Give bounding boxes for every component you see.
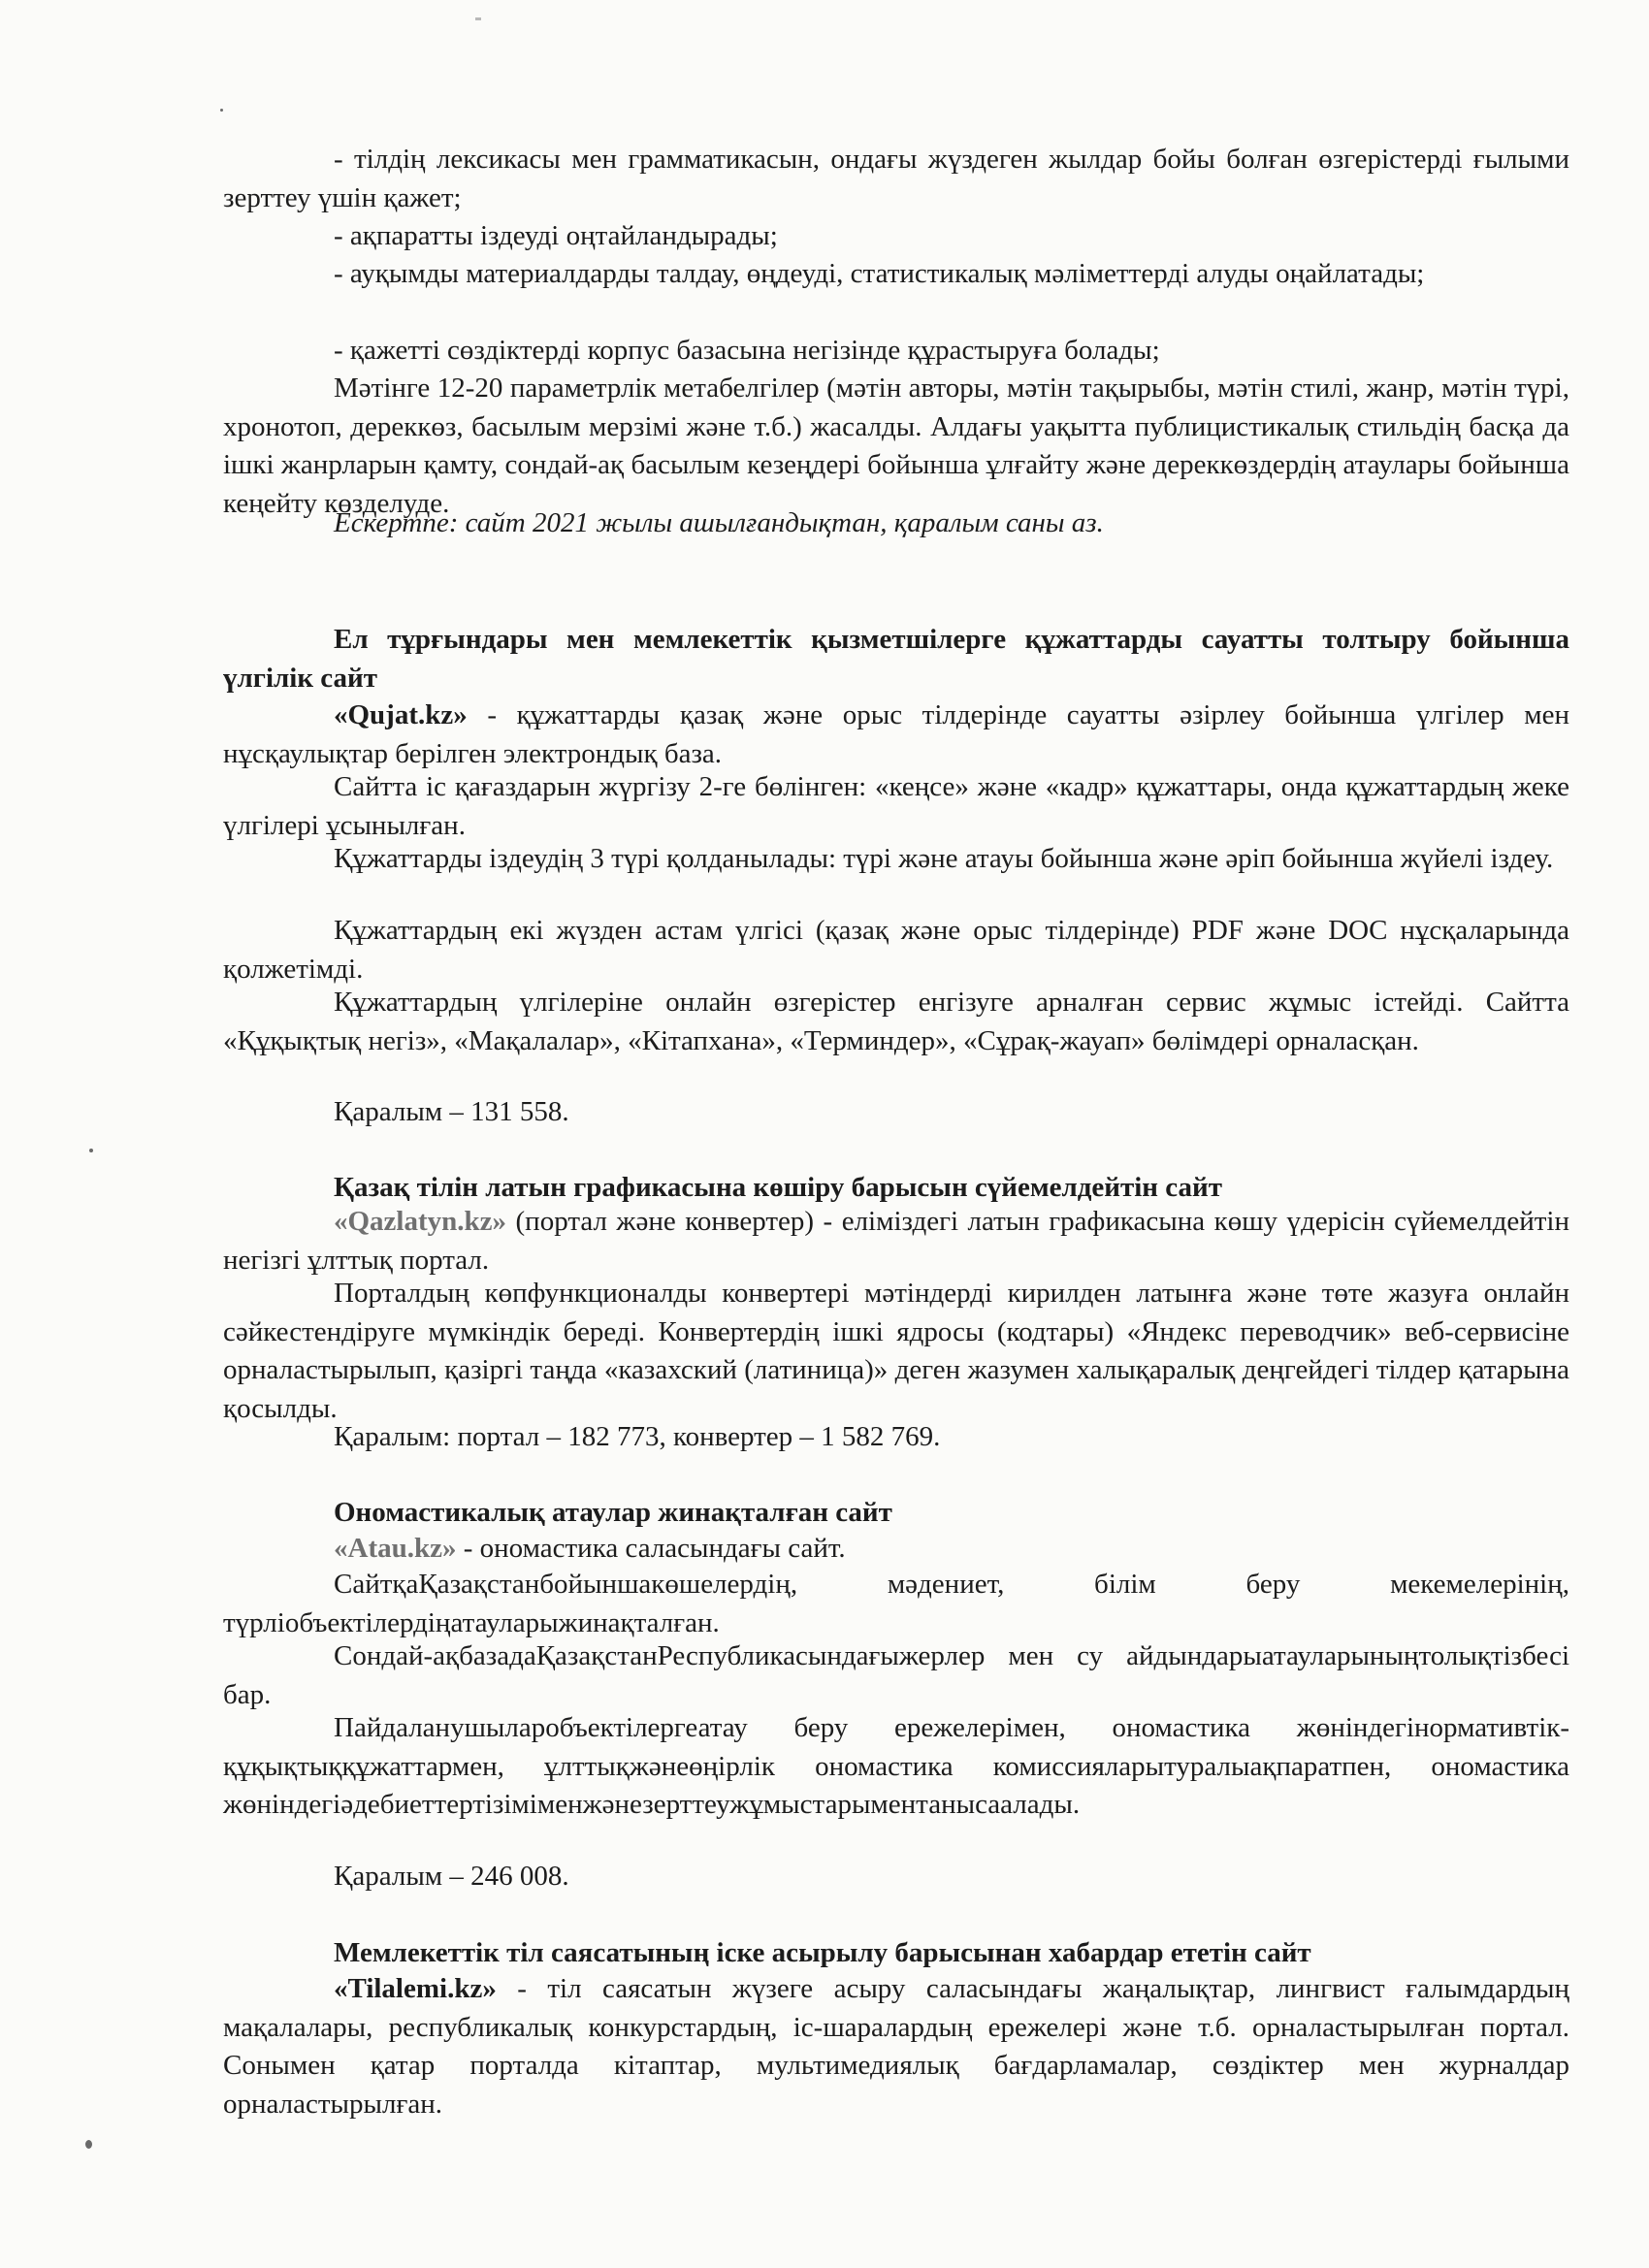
scan-mark — [475, 17, 481, 20]
paragraph: Құжаттардың екі жүзден астам үлгісі (қазақ және орыс тілдерінде) PDF және DOC нұсқаларында қолжетімді. — [223, 915, 1569, 985]
views-count: Қаралым – 246 008. — [334, 1861, 569, 1892]
list-item: - тілдің лексикасы мен грамматикасын, ондағы жүздеген жылдар бойы болған өзгерістерді ғылыми зерттеу үшін қажет; — [223, 144, 1569, 213]
site-description — [223, 1203, 1569, 1280]
section-title: Қазақ тілін латын графикасына көшіру барысын сүйемелдейтін сайт — [334, 1172, 1222, 1203]
site-intro: (портал және конвертер) - еліміздегі латын графикасына көшу үдерісін сүйемелдейтін негізгі ұлттық портал. — [223, 1206, 1569, 1276]
site-intro: - ономастика саласындағы сайт. — [456, 1533, 846, 1564]
site-description — [223, 1970, 1569, 2123]
site-description — [223, 1530, 1569, 1569]
list-item: - қажетті сөздіктерді корпус базасына негізінде құрастыруға болады; — [334, 335, 1160, 366]
site-intro: - құжаттарды қазақ және орыс тілдерінде сауатты әзірлеу бойынша үлгілер мен нұсқаулықтар берілген электрондық база. — [223, 699, 1569, 769]
section-title: Ел тұрғындары мен мемлекеттік қызметшілерге құжаттарды сауатты толтыру бойынша үлгілік сайт — [223, 624, 1569, 694]
paragraph: Құжаттардың үлгілеріне онлайн өзгерістер енгізуге арналған сервис жұмыс істейді. Сайтта «Құқықтық негіз», «Мақалалар», «Кітапхана», «Терминдер», «Сұрақ-жауап» бөлімдері орналасқан. — [223, 987, 1569, 1056]
note: Ескертпе: сайт 2021 жылы ашылғандықтан, қаралым саны аз. — [334, 507, 1104, 538]
site-name: «Tilalemi.kz» — [334, 1973, 497, 2004]
scan-speck — [85, 2140, 92, 2149]
paragraph: Сондай-ақбазадаҚазақстанРеспубликасындағыжерлер мен су айдындарыатауларыныңтолықтізбесі бар. — [223, 1640, 1569, 1710]
section-title: Ономастикалық атаулар жинақталған сайт — [334, 1497, 892, 1528]
paragraph: Құжаттарды іздеудің 3 түрі қолданылады: түрі және атауы бойынша және әріп бойынша жүйелі іздеу. — [334, 843, 1554, 874]
list-item: - ақпаратты іздеуді оңтайландырады; — [334, 220, 778, 251]
paragraph: Порталдың көпфункционалды конвертері мәтіндерді кирилден латынға және төте жазуға онлайн сәйкестендіруге мүмкіндік береді. Конвертердің ішкі ядросы (кодтары) «Яндекс переводчик» веб-сервисіне орналастырылып, қазіргі таңда «казахский (латиница)» деген жазумен халықаралық деңгейдегі тілдер қатарына қосылды. — [223, 1278, 1569, 1424]
scan-speck — [220, 109, 223, 112]
site-description — [223, 697, 1569, 773]
paragraph: Пайдаланушыларобъектілергеатау беру ережелерімен, ономастика жөніндегінормативтік-құқықтыққұжаттармен, ұлттықжәнеөңірлік ономастика комиссияларытуралыақпаратпен, ономастика жөніндегіәдебиеттертізіміменжәнезерттеужұмыстарыментанысаалады. — [223, 1712, 1569, 1820]
paragraph: СайтқаҚазақстанбойыншакөшелердің, мәдениет, білім беру мекемелерінің, түрліобъектілердіңатауларыжинақталған. — [223, 1569, 1569, 1638]
views-count: Қаралым: портал – 182 773, конвертер – 1 582 769. — [334, 1421, 941, 1452]
views-count: Қаралым – 131 558. — [334, 1096, 569, 1127]
site-name: «Qazlatyn.kz» — [334, 1206, 507, 1237]
paragraph: Мәтінге 12-20 параметрлік метабелгілер (мәтін авторы, мәтін тақырыбы, мәтін стилі, жанр, мәтін түрі, хронотоп, дереккөз, басылым мерзімі және т.б.) жасалды. Алдағы уақытта публицистикалық стильдің басқа да ішкі жанрларын қамту, сондай-ақ басылым кезеңдері бойынша ұлғайту және дереккөздердің атаулары бойынша кеңейту көзделуде. — [223, 373, 1569, 519]
section-title: Мемлекеттік тіл саясатының іске асырылу барысынан хабардар ететін сайт — [334, 1937, 1311, 1968]
scan-speck — [89, 1149, 93, 1152]
site-intro: - тіл саясатын жүзеге асыру саласындағы жаңалықтар, лингвист ғалымдардың мақалалары, республикалық конкурстардың, іс-шаралардың ережелері және т.б. орналастырылған портал. Сонымен қатар порталда кітаптар, мультимедиялық бағдарламалар, сөздіктер мен журналдар орналастырылған. — [223, 1973, 1569, 2120]
paragraph: Сайтта іс қағаздарын жүргізу 2-ге бөлінген: «кеңсе» және «кадр» құжаттары, онда құжаттардың жеке үлгілері ұсынылған. — [223, 771, 1569, 841]
list-item: - ауқымды материалдарды талдау, өңдеуді, статистикалық мәліметтерді алуды оңайлатады; — [334, 258, 1425, 289]
site-name: «Qujat.kz» — [334, 699, 468, 730]
site-name: «Atau.kz» — [334, 1533, 457, 1564]
